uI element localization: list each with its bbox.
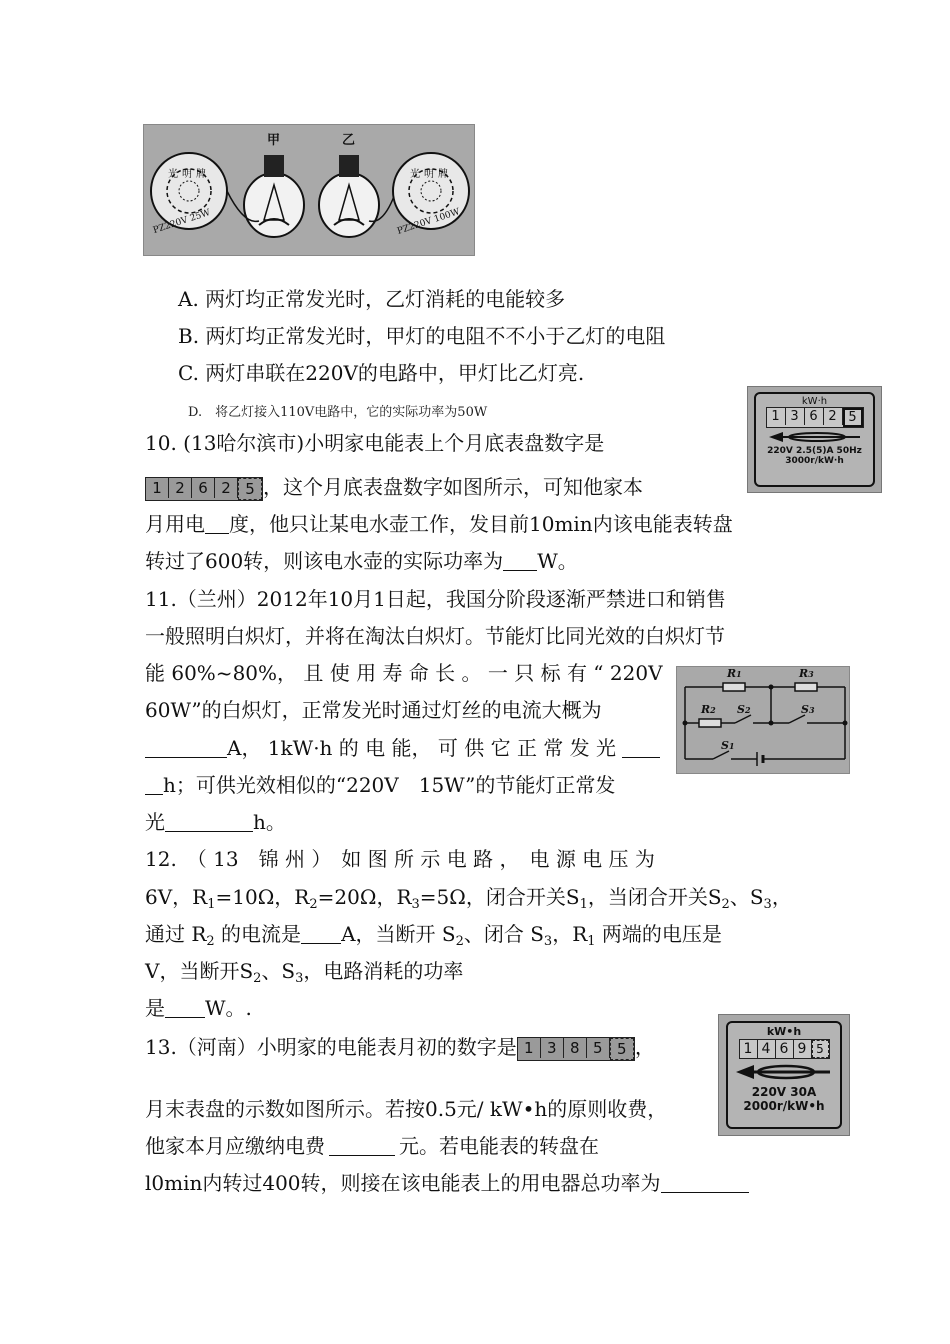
bulbs-figure — [143, 124, 475, 256]
q13-meter-digits — [739, 1039, 830, 1059]
q10-start-digits — [145, 477, 263, 501]
q10-line4 — [145, 548, 578, 574]
circuit-s3-label: S3 — [801, 703, 815, 716]
q11-line3: 能 60%~80%， 且 使 用 寿 命 长 。 一 只 标 有 “ 220V — [145, 661, 663, 685]
q11-blank-2[interactable] — [622, 737, 660, 758]
digit: 5 — [843, 408, 863, 427]
right-disc-brand: 光明牌 — [410, 169, 452, 180]
circuit-r1-label: R1 — [727, 667, 742, 680]
circuit-s1-label: S1 — [721, 739, 735, 752]
q13-meter-rev: 2000r/kW•h — [743, 1098, 825, 1113]
circuit-figure — [676, 666, 850, 774]
left-disc-brand: 光明牌 — [168, 169, 210, 180]
option-b: B. 两灯均正常发光时，甲灯的电阻不不小于乙灯的电阻 — [178, 324, 666, 348]
q13-line1 — [145, 1034, 655, 1061]
q12-line5: 是 W。. — [145, 996, 252, 1020]
q11-line7b: h。 — [253, 810, 286, 834]
digit: 5 — [238, 478, 262, 500]
q11-line7 — [145, 809, 286, 835]
digit: 9 — [794, 1040, 812, 1058]
q11-line1: 11.（兰州）2012年10月1日起，我国分阶段逐渐严禁进口和销售 — [145, 587, 726, 611]
option-d: D. 将乙灯接入110V电路中，它的实际功率为50W — [188, 405, 488, 420]
digit: 2 — [169, 478, 192, 498]
bulbs-illustration — [144, 125, 474, 255]
q10-meter-rev: 3000r/kW·h — [785, 456, 844, 466]
q13-blank-1[interactable] — [329, 1135, 395, 1156]
digit: 2 — [824, 408, 843, 425]
q13-line1-text: 13.（河南）小明家的电能表月初的数字是 — [145, 1035, 517, 1059]
digit: 6 — [776, 1040, 794, 1058]
q11-blank-3[interactable] — [165, 811, 253, 832]
q10-line2 — [145, 474, 643, 501]
q11-line2: 一般照明白炽灯，并将在淘汰白炽灯。节能灯比同光效的白炽灯节 — [145, 624, 725, 648]
digit: 1 — [518, 1038, 541, 1058]
q10-meter-digits — [766, 407, 864, 428]
q13-line2: 月末表盘的示数如图所示。若按0.5元/ kW•h的原则收费， — [145, 1097, 668, 1121]
left-disc-rating: PZ220V 25W — [151, 208, 212, 236]
q12-line3: 通过 $R_2$ 的电流是 A，当断开 $S_2$、闭合 $S_3$，$R_1$ 两端的电压是 — [145, 922, 722, 949]
q10-line3b: 度，他只让某电水壶工作，发目前10min内该电能表转盘 — [229, 512, 733, 536]
q10-meter-unit: kW·h — [801, 396, 828, 407]
q13-meter-spec: 220V 30A — [751, 1084, 817, 1099]
digit: 5 — [610, 1038, 634, 1060]
q13-blank-2[interactable] — [661, 1172, 749, 1193]
q11-line6a: h；可供光效相似的“220V 15W”的节能灯正常发 — [163, 773, 616, 797]
circuit-diagram — [677, 667, 849, 773]
digit: 6 — [805, 408, 824, 425]
digit: 2 — [215, 478, 238, 498]
q11-line5a: A， 1kW·h 的 电 能， 可 供 它 正 常 发 光 — [227, 736, 617, 760]
digit: 1 — [146, 478, 169, 498]
q13-meter-disc-icon — [734, 1063, 834, 1081]
q11-line7a: 光 — [145, 810, 165, 834]
q10-line1: 10. (13哈尔滨市)小明家电能表上个月底表盘数字是 — [145, 431, 605, 455]
digit: 5 — [812, 1040, 829, 1058]
digit: 5 — [587, 1038, 610, 1058]
digit: 3 — [786, 408, 805, 425]
q11-line6 — [145, 772, 615, 798]
q11-line5 — [145, 735, 660, 761]
q10-line3a: 月用电 — [145, 512, 205, 536]
digit: 3 — [541, 1038, 564, 1058]
q10-line2-text: ，这个月底表盘数字如图所示，可知他家本 — [263, 475, 643, 499]
q13-line1-tail: ， — [634, 1035, 655, 1059]
right-disc-rating: PZ220V 100W — [396, 207, 462, 237]
q13-start-digits — [517, 1037, 635, 1061]
q13-meter-figure — [718, 1014, 850, 1136]
q13-line3: 他家本月应缴纳电费 元。若电能表的转盘在 — [145, 1134, 599, 1158]
q10-line4a: 转过了600转，则该电水壶的实际功率为 — [145, 549, 504, 573]
q12-line1: 12. （ 13 锦 州 ） 如 图 所 示 电 路 ， 电 源 电 压 为 — [145, 847, 655, 871]
q11-blank-2-cont — [145, 774, 163, 795]
digit: 4 — [758, 1040, 776, 1058]
q10-meter-spec: 220V 2.5(5)A 50Hz — [767, 446, 862, 456]
q10-blank-2[interactable] — [503, 550, 537, 571]
q12-blank-1[interactable] — [301, 923, 341, 944]
digit: 6 — [192, 478, 215, 498]
q12-line2: 6V，$R_1=10\Omega$，$R_2=20\Omega$，$R_3=5\Omega$，闭合开关$S_1$，当闭合开关$S_2$、$S_3$， — [145, 885, 792, 912]
digit: 1 — [767, 408, 786, 425]
q10-line4b: W。 — [537, 549, 578, 573]
circuit-r2-label: R2 — [701, 703, 716, 716]
q11-blank-1[interactable] — [145, 737, 227, 758]
q10-meter-disc-icon — [765, 430, 865, 444]
digit: 8 — [564, 1038, 587, 1058]
q13-line4: l0min内转过400转，则接在该电能表上的用电器总功率为 — [145, 1170, 749, 1196]
q13-meter-unit: kW•h — [766, 1025, 802, 1038]
q10-line3 — [145, 511, 733, 537]
circuit-s2-label: S2 — [737, 703, 751, 716]
option-c: C. 两灯串联在220V的电路中，甲灯比乙灯亮. — [178, 361, 585, 385]
q10-meter-figure — [747, 386, 882, 493]
option-a: A. 两灯均正常发光时，乙灯消耗的电能较多 — [178, 287, 566, 311]
q10-blank-1[interactable] — [205, 513, 229, 534]
q12-blank-2[interactable] — [165, 997, 205, 1018]
digit: 1 — [740, 1040, 758, 1058]
bulb-right-label: 乙 — [342, 133, 356, 148]
q11-line4: 60W”的白炽灯，正常发光时通过灯丝的电流大概为 — [145, 698, 602, 722]
q12-line4: V，当断开$S_2$、$S_3$，电路消耗的功率 — [145, 959, 464, 986]
circuit-r3-label: R3 — [799, 667, 814, 680]
bulb-left-label: 甲 — [267, 133, 281, 148]
